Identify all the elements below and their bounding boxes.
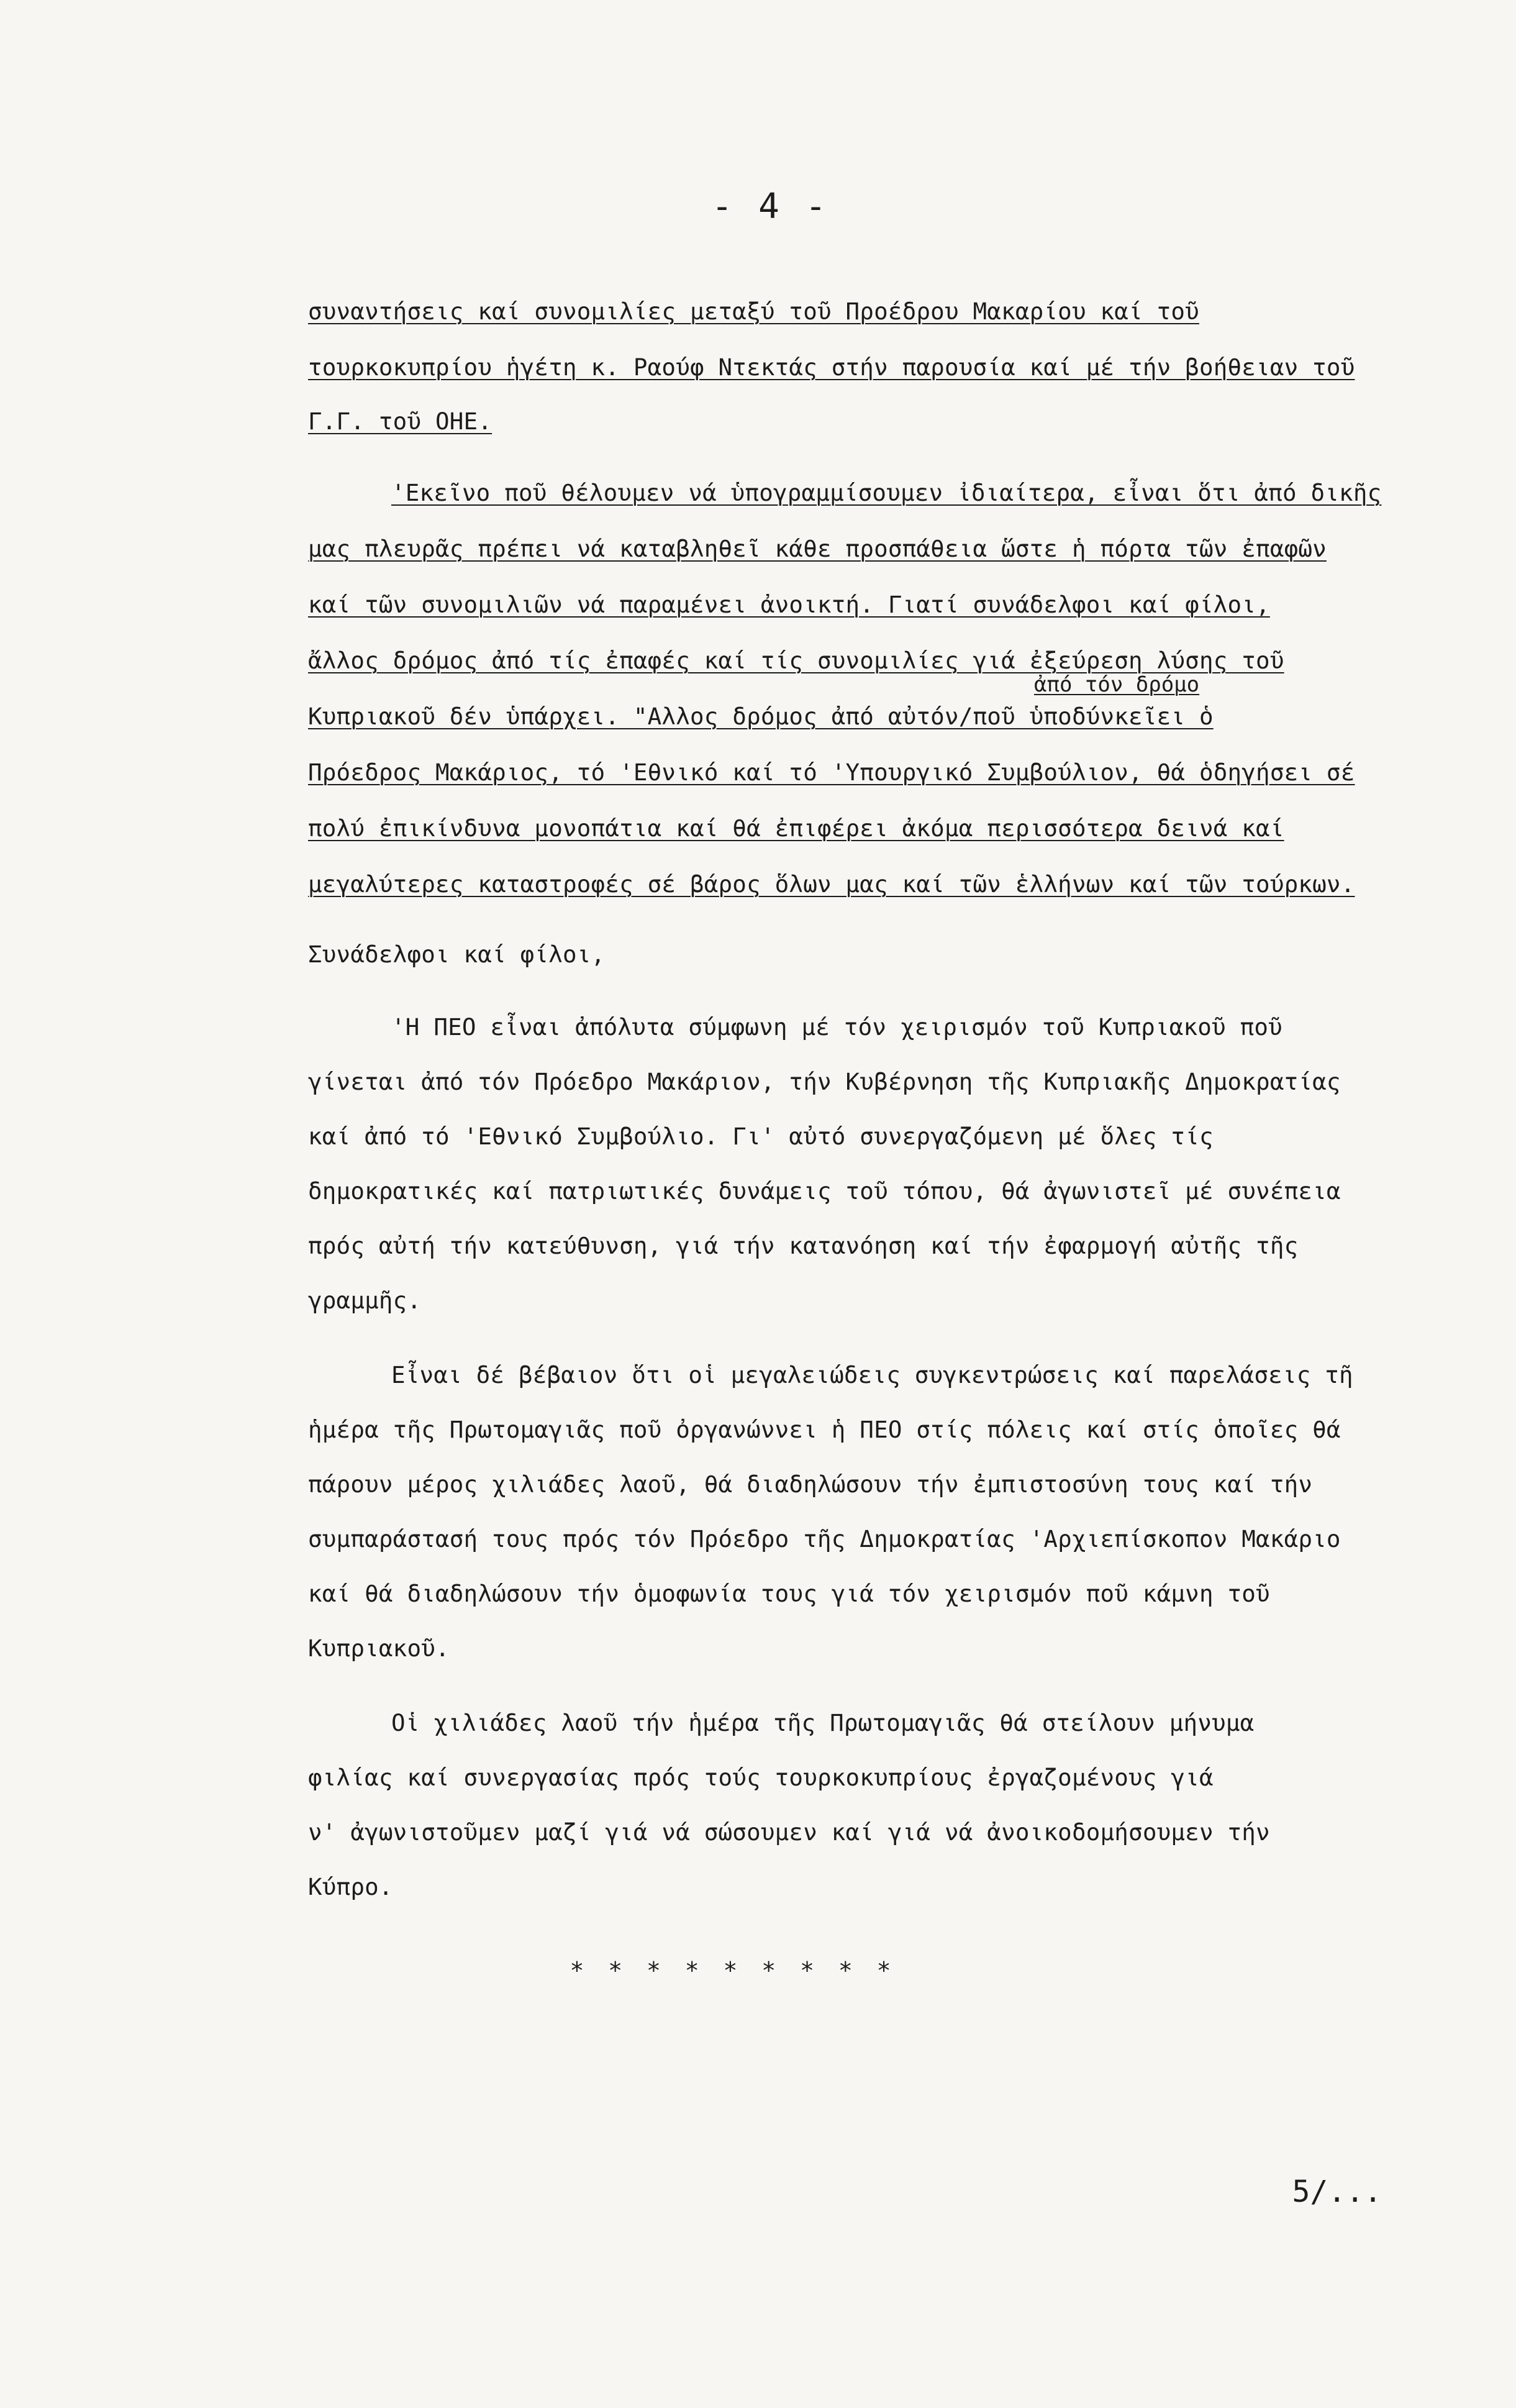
paragraph-4-line-2: ἡμέρα τῆς Πρωτομαγιᾶς ποῦ ὀργανώννει ἡ ΠΕΟ στίς πόλεις καί στίς ὁποῖες θά	[308, 1416, 1341, 1443]
paragraph-1-line-3: Γ.Γ. τοῦ ΟΗΕ.	[308, 408, 492, 435]
paragraph-3-line-2: γίνεται ἀπό τόν Πρόεδρο Μακάριον, τήν Κυβέρνηση τῆς Κυπριακῆς Δημοκρατίας	[308, 1068, 1341, 1095]
paragraph-2-line-1: 'Εκεῖνο ποῦ θέλουμεν νά ὑπογραμμίσουμεν ἰδιαίτερα, εἶναι ὅτι ἀπό δικῆς	[391, 479, 1382, 506]
paragraph-3-line-6: γραμμῆς.	[308, 1287, 422, 1314]
section-separator: * * * * * * * * *	[570, 1957, 896, 1984]
paragraph-5-line-1: Οἱ χιλιάδες λαοῦ τήν ἡμέρα τῆς Πρωτομαγιᾶς θά στείλουν μήνυμα	[391, 1709, 1255, 1736]
paragraph-3-line-4: δημοκρατικές καί πατριωτικές δυνάμεις τοῦ τόπου, θά ἀγωνιστεῖ μέ συνέπεια	[308, 1177, 1341, 1205]
paragraph-4-line-1: Εἶναι δέ βέβαιον ὅτι οἱ μεγαλειώδεις συγκεντρώσεις καί παρελάσεις τῆ	[391, 1361, 1353, 1389]
paragraph-2-line-8: μεγαλύτερες καταστροφές σέ βάρος ὅλων μας καί τῶν ἑλλήνων καί τῶν τούρκων.	[308, 870, 1355, 898]
continuation-marker: 5/...	[1292, 2174, 1382, 2209]
paragraph-3-line-1: 'Η ΠΕΟ εἶναι ἀπόλυτα σύμφωνη μέ τόν χειρισμόν τοῦ Κυπριακοῦ ποῦ	[391, 1013, 1282, 1041]
paragraph-5-line-4: Κύπρο.	[308, 1873, 393, 1900]
paragraph-4-line-3: πάρουν μέρος χιλιάδες λαοῦ, θά διαδηλώσουν τήν ἐμπιστοσύνη τους καί τήν	[308, 1471, 1313, 1498]
paragraph-2-line-3: καί τῶν συνομιλιῶν νά παραμένει ἀνοικτή. Γιατί συνάδελφοι καί φίλοι,	[308, 591, 1270, 618]
interlinear-insertion: ἀπό τόν δρόμο	[1034, 672, 1200, 697]
paragraph-4-line-4: συμπαράστασή τους πρός τόν Πρόεδρο τῆς Δημοκρατίας 'Αρχιεπίσκοπον Μακάριο	[308, 1525, 1341, 1553]
paragraph-1-line-2: τουρκοκυπρίου ἡγέτη κ. Ραούφ Ντεκτάς στήν παρουσία καί μέ τήν βοήθειαν τοῦ	[308, 353, 1355, 381]
paragraph-2-line-7: πολύ ἐπικίνδυνα μονοπάτια καί θά ἐπιφέρει ἀκόμα περισσότερα δεινά καί	[308, 814, 1284, 842]
paragraph-1-line-1: συναντήσεις καί συνομιλίες μεταξύ τοῦ Προέδρου Μακαρίου καί τοῦ	[308, 298, 1199, 325]
paragraph-5-line-2: φιλίας καί συνεργασίας πρός τούς τουρκοκυπρίους ἐργαζομένους γιά	[308, 1764, 1214, 1791]
paragraph-4-line-6: Κυπριακοῦ.	[308, 1635, 450, 1662]
paragraph-3-line-3: καί ἀπό τό 'Εθνικό Συμβούλιο. Γι' αὐτό συνεργαζόμενη μέ ὅλες τίς	[308, 1123, 1214, 1150]
page-number: - 4 -	[711, 186, 829, 227]
paragraph-5-line-3: ν' ἀγωνιστοῦμεν μαζί γιά νά σώσουμεν καί γιά νά ἀνοικοδομήσουμεν τήν	[308, 1818, 1270, 1846]
paragraph-2-line-4: ἄλλος δρόμος ἀπό τίς ἐπαφές καί τίς συνομιλίες γιά ἐξεύρεση λύσης τοῦ	[308, 647, 1284, 674]
paragraph-3-line-5: πρός αὐτή τήν κατεύθυνση, γιά τήν κατανόηση καί τήν ἐφαρμογή αὐτῆς τῆς	[308, 1232, 1299, 1259]
paragraph-2-line-5: Κυπριακοῦ δέν ὑπάρχει. "Αλλος δρόμος ἀπό αὐτόν/ποῦ ὑποδύνκεῖει ὁ	[308, 703, 1214, 730]
paragraph-2-line-2: μας πλευρᾶς πρέπει νά καταβληθεῖ κάθε προσπάθεια ὥστε ἡ πόρτα τῶν ἐπαφῶν	[308, 535, 1327, 562]
paragraph-4-line-5: καί θά διαδηλώσουν τήν ὁμοφωνία τους γιά τόν χειρισμόν ποῦ κάμνη τοῦ	[308, 1580, 1270, 1607]
salutation: Συνάδελφοι καί φίλοι,	[308, 941, 606, 968]
paragraph-2-line-6: Πρόεδρος Μακάριος, τό 'Εθνικό καί τό 'Υπουργικό Συμβούλιον, θά ὁδηγήσει σέ	[308, 759, 1355, 786]
